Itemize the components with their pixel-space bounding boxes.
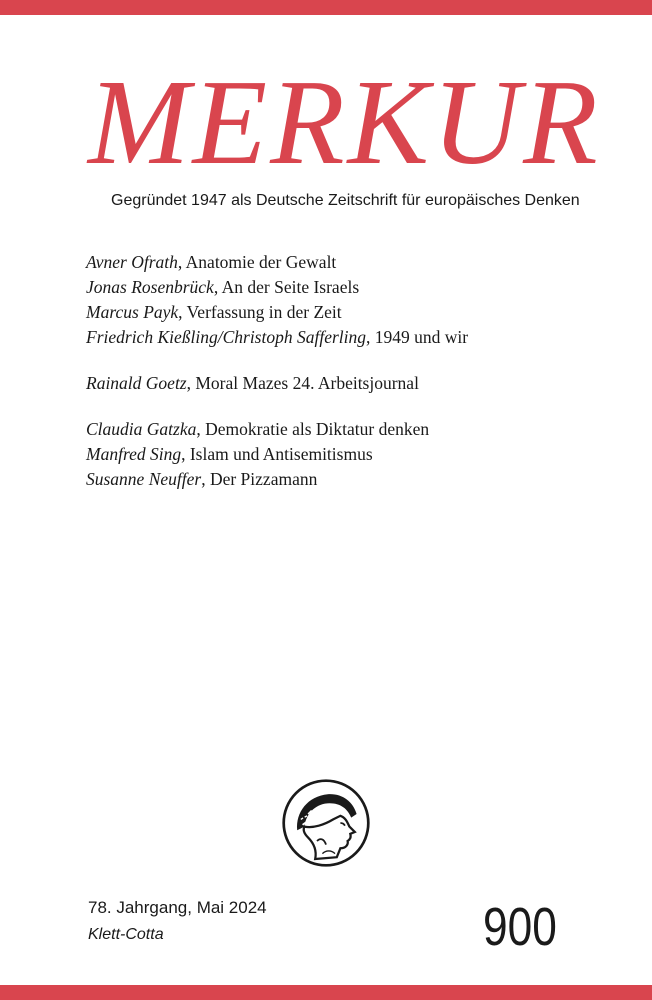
entry-author: Manfred Sing [86,444,182,464]
tagline: Gegründet 1947 als Deutsche Zeitschrift für europäisches Denken [111,192,580,209]
contents-entry[interactable] [86,325,626,350]
entry-title: , Der Pizzamann [201,469,318,489]
entry-title: , Islam und Antisemitismus [181,444,373,464]
contents-entry[interactable] [86,417,626,442]
contents-entry[interactable] [86,467,626,492]
entry-title: , Moral Mazes 24. Arbeitsjournal [186,373,419,393]
entry-title: , Anatomie der Gewalt [177,252,337,272]
issue-number: 900 [483,897,557,957]
contents-group-2 [86,371,626,396]
contents-entry[interactable] [86,300,626,325]
entry-author: Claudia Gatzka [86,419,197,439]
contents-entry[interactable] [86,275,626,300]
contents-group-1 [86,250,626,350]
entry-title: , Demokratie als Diktatur denken [196,419,430,439]
entry-title: , Verfassung in der Zeit [178,302,342,322]
magazine-title: MERKUR [88,55,601,190]
volume-date: 78. Jahrgang, Mai 2024 [88,898,267,917]
contents-group-3 [86,417,626,492]
publisher-name: Klett-Cotta [88,926,164,943]
contents-entry[interactable] [86,371,626,396]
bottom-accent-bar [0,985,652,1000]
hermes-head-emblem-icon [281,778,371,868]
entry-author: Friedrich Kießling/Christoph Safferling [86,327,366,347]
contents-entry[interactable] [86,250,626,275]
issue-info [88,898,267,944]
entry-author: Jonas Rosenbrück [86,277,214,297]
entry-title: , An der Seite Israels [213,277,360,297]
top-accent-bar [0,0,652,15]
entry-author: Avner Ofrath [86,252,178,272]
contents-entry[interactable] [86,442,626,467]
table-of-contents [86,250,626,513]
entry-author: Susanne Neuffer [86,469,202,489]
entry-author: Rainald Goetz [86,373,187,393]
entry-author: Marcus Payk [86,302,179,322]
entry-title: , 1949 und wir [366,327,469,347]
